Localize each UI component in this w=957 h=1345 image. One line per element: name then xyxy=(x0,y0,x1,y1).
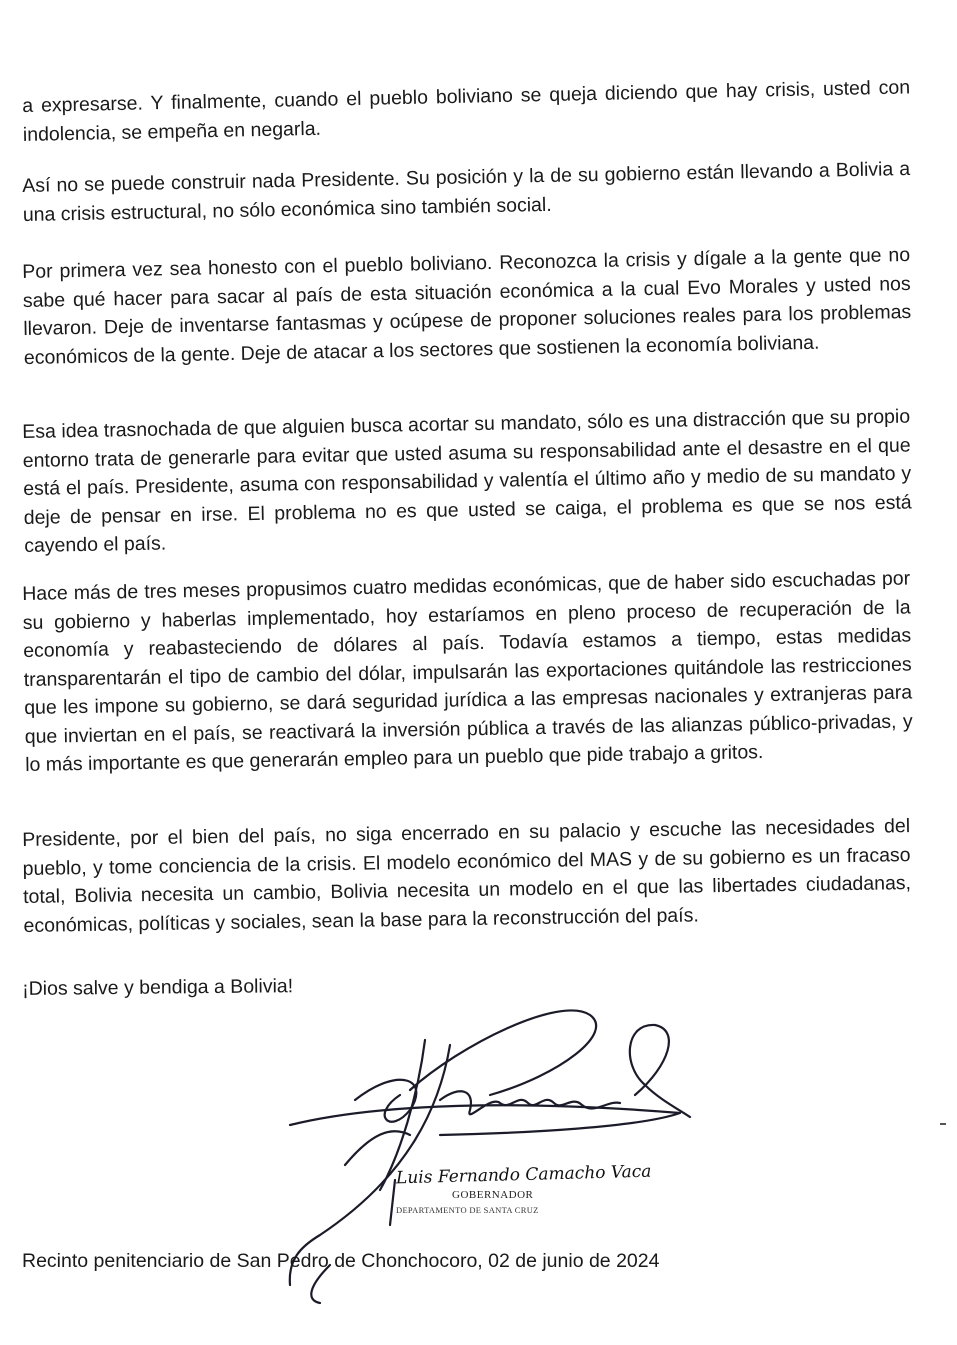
scan-mark xyxy=(940,1123,946,1125)
signatory-name: Luis Fernando Camacho Vaca xyxy=(395,1161,652,1189)
paragraph-5: Hace más de tres meses propusimos cuatro medidas económicas, que de haber sido escuchadas por su gobierno y haberlas implementado, hoy estaríamos en pleno proceso de recuperación de la economía y reabasteciendo de dólares al país. Todavía estamos a tiempo, estas medidas transparentarán el tipo de cambio del dólar, impulsarán las exportaciones quitándole las restricciones que les impone su gobierno, se dará seguridad jurídica a las empresas nacionales y extranjeras para que inviertan en el país, se reactivará la inversión pública a través de las alianzas público-privadas, y lo más importante es que generarán empleo para un pueblo que pide trabajo a gritos. xyxy=(22,567,913,776)
paragraph-6: Presidente, por el bien del país, no siga encerrado en su palacio y escuche las necesidades del pueblo, y tome conciencia de la crisis. El modelo económico del MAS y de su gobierno es un fracaso total, Bolivia necesita un cambio, Bolivia necesita un modelo en el que las libertades ciudadanas, económicas, políticas y sociales, sean la base para la reconstrucción del país. xyxy=(22,815,912,937)
paragraph-1: a expresarse. Y finalmente, cuando el pueblo boliviano se queja diciendo que hay crisis, usted con indolencia, se empeña en negarla. xyxy=(22,76,911,146)
paragraph-4: Esa idea trasnochada de que alguien busca acortar su mandato, sólo es una distracción que su propio entorno trata de generarle para evitar que usted asuma su responsabilidad ante el desastre en el que está el país. Presidente, asuma con responsabilidad y valentía el último año y medio de su mandato y deje de pensar en irse. El problema no es que usted se caiga, el problema es que se nos está cayendo el país. xyxy=(22,405,912,557)
paragraph-2: Así no se puede construir nada Presidente. Su posición y la de su gobierno están llevando a Bolivia a una crisis estructural, no sólo económica sino también social. xyxy=(22,157,911,226)
paragraph-3: Por primera vez sea honesto con el pueblo boliviano. Reconozca la crisis y dígale a la gente que no sabe qué hacer para sacar al país de esta situación económica a la cual Evo Morales y usted nos llevaron. Deje de inventarse fantasmas y ocúpese de proponer soluciones reales para los problemas económicos de la gente. Deje de atacar a los sectores que sostienen la economía boliviana. xyxy=(22,243,912,369)
signatory-department: DEPARTAMENTO DE SANTA CRUZ xyxy=(396,1205,539,1215)
place-and-date: Recinto penitenciario de San Pedro de Chonchocoro, 02 de junio de 2024 xyxy=(22,1250,660,1272)
closing-line: ¡Dios salve y bendiga a Bolivia! xyxy=(22,975,294,1000)
signatory-title: GOBERNADOR xyxy=(452,1189,534,1201)
